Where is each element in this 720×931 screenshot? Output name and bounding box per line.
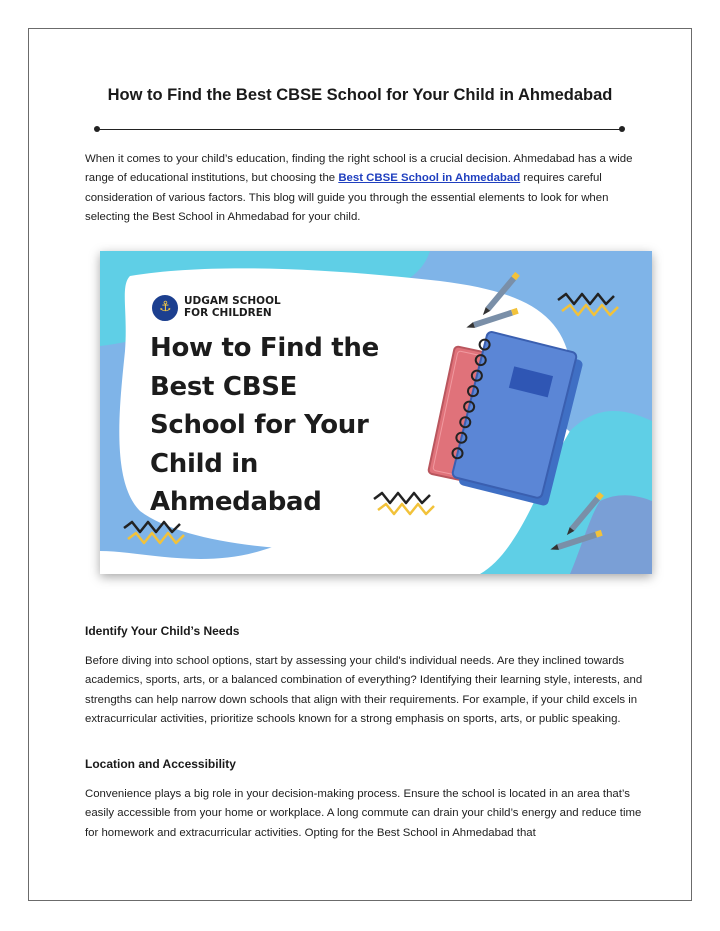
- banner-title: [150, 329, 379, 522]
- banner-title-line: Child in: [150, 448, 259, 479]
- school-logo-icon: ⚓: [150, 293, 180, 323]
- section-heading-location: Location and Accessibility: [85, 757, 236, 771]
- banner-title-line: School for Your: [150, 410, 369, 440]
- logo-line-1: UDGAM SCHOOL: [184, 295, 281, 307]
- school-logo-text: [184, 295, 281, 319]
- intro-text-end: requires careful consideration of various factors. This blog will guide you through the essential elements to look for when selecting the Best School in Ahmedabad for your child.: [85, 172, 609, 224]
- banner-title-line: Best CBSE: [150, 371, 298, 402]
- intro-text-start: When it comes to your child’s education, finding the right school is a crucial decision. Ahmedabad has a wide range of educational institutions, but choosing the: [85, 153, 633, 185]
- banner-title-line: Ahmedabad: [150, 487, 322, 517]
- best-cbse-school-link[interactable]: Best CBSE School in Ahmedabad: [338, 172, 521, 185]
- section-heading-needs: Identify Your Child’s Needs: [85, 624, 240, 638]
- divider-dot-left: [94, 126, 100, 132]
- document-title: How to Find the Best CBSE School for Your Child in Ahmedabad: [107, 86, 613, 104]
- intro-paragraph: [85, 150, 645, 228]
- logo-line-2: FOR CHILDREN: [184, 307, 272, 319]
- banner-title-line: How to Find the: [150, 333, 379, 363]
- blog-banner-image: [100, 251, 652, 574]
- section-body-needs: Before diving into school options, start by assessing your child's individual needs. Are they inclined towards academics, sports, arts, or a balanced combination of everything? Identifying their learning style, interests, and strengths can help narrow down schools that align with their requirements. For example, if your child excels in extracurricular activities, prioritize schools known for a strong emphasis on sports, arts, or public speaking.: [85, 655, 643, 726]
- divider-dot-right: [619, 126, 625, 132]
- title-divider: [96, 129, 622, 130]
- section-body-location: Convenience plays a big role in your decision-making process. Ensure the school is located in an area that’s easily accessible from your home or workplace. A long commute can drain your child’s energy and reduce time for homework and extracurricular activities. Opting for the Best School in Ahmedabad that: [85, 788, 642, 839]
